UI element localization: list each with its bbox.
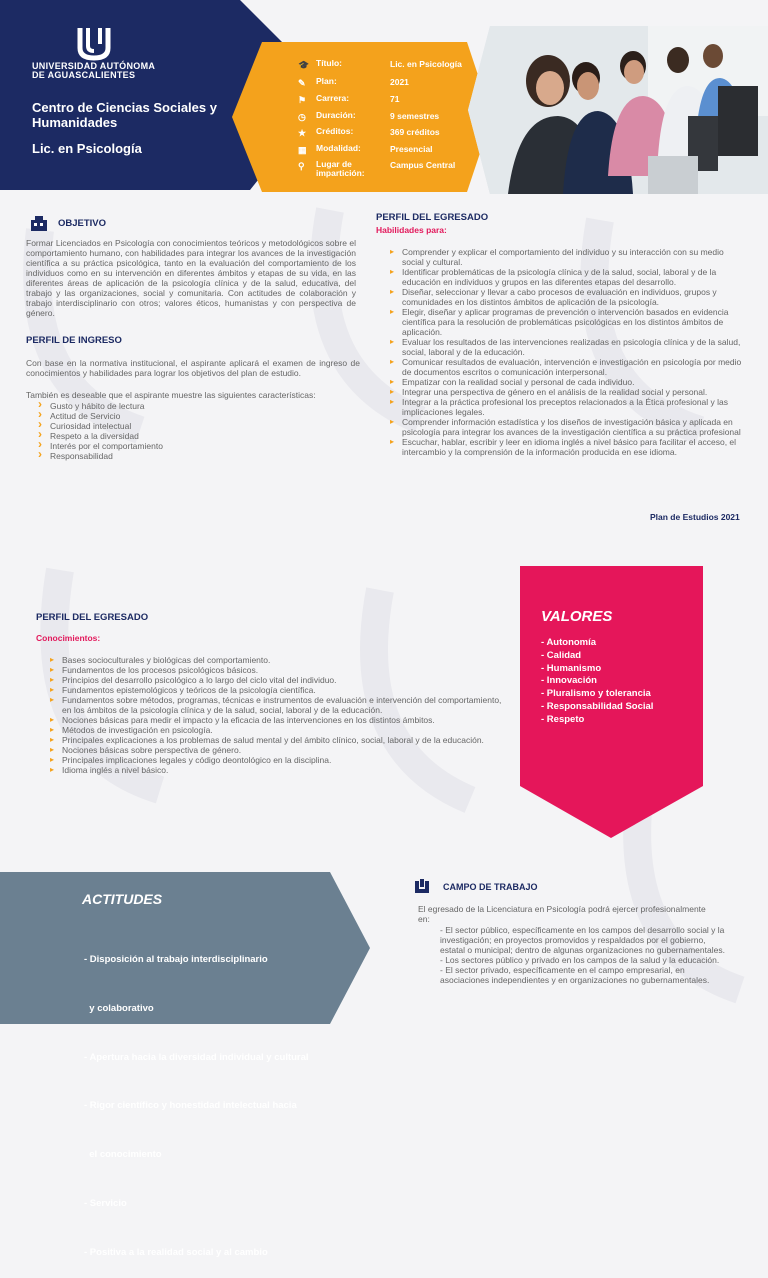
list-item: ▸ Evaluar los resultados de las intervenciones realizadas en psicología clínica y de la salud, social, laboral y de la educación.	[390, 337, 745, 357]
info-label: Modalidad:	[316, 143, 361, 153]
valores-list	[541, 637, 701, 727]
info-row-creditos	[298, 127, 488, 143]
list-item: ▸ Integrar a la práctica profesional los preceptos relacionados a la Ética profesional y las implicaciones legales.	[390, 397, 745, 417]
conocimientos-list	[50, 655, 502, 775]
info-row-lugar	[298, 160, 488, 182]
perfil-egresado-conocimientos-title: PERFIL DEL EGRESADO	[36, 612, 149, 623]
clock-icon: ◷	[298, 112, 306, 122]
list-item: ▸ Principales implicaciones legales y código deontológico en la disciplina.	[50, 755, 502, 765]
list-item: ▸ Nociones básicas para medir el impacto y la eficacia de las intervenciones en los distintos ámbitos.	[50, 715, 502, 725]
list-item: ▸ Comprender y explicar el comportamiento del individuo y su interacción con su medio social y cultural.	[390, 247, 745, 267]
info-row-titulo	[298, 59, 488, 75]
university-logo-icon	[72, 24, 116, 62]
building-icon: ▦	[298, 145, 307, 155]
list-item: ▸ Identificar problemáticas de la psicología clínica y de la salud, social, laboral y de la educación en individuos y grupos en las diferentes etapas del desarrollo.	[390, 267, 745, 287]
list-item: ▸ Empatizar con la realidad social y personal de cada individuo.	[390, 377, 745, 387]
list-item: - El sector privado, específicamente en el campo empresarial, en asociaciones independientes y en organizaciones no gubernamentales.	[440, 965, 710, 985]
actitudes-list	[84, 918, 354, 1278]
list-item: ▸ Principios del desarrollo psicológico a lo largo del ciclo vital del individuo.	[50, 675, 502, 685]
info-label: Título:	[316, 58, 342, 68]
list-item: ▸ Fundamentos de los procesos psicológicos básicos.	[50, 665, 502, 675]
list-item: › Actitud de Servicio	[36, 411, 336, 421]
campo-title: CAMPO DE TRABAJO	[443, 882, 538, 892]
university-name: UNIVERSIDAD AUTÓNOMA DE AGUASCALIENTES	[32, 61, 155, 80]
info-value: 2021	[390, 77, 409, 87]
list-item: y colaborativo	[84, 1002, 154, 1014]
list-item: - Disposición al trabajo interdisciplinario	[84, 954, 268, 965]
list-item: - Autonomía	[541, 637, 597, 648]
list-item: ▸ Principales explicaciones a los problemas de salud mental y del ámbito clínico, social, laboral y de la educación.	[50, 735, 502, 745]
habilidades-list	[390, 247, 745, 457]
graduation-cap-icon: 🎓	[298, 60, 310, 70]
info-value: Lic. en Psicología	[390, 59, 462, 69]
conocimientos-subtitle: Conocimientos:	[36, 633, 101, 643]
students-photo	[468, 26, 768, 194]
info-row-duracion	[298, 111, 488, 127]
habilidades-subtitle: Habilidades para:	[376, 225, 447, 235]
list-item: - Humanismo	[541, 662, 602, 674]
list-item: ▸ Elegir, diseñar y aplicar programas de prevención o intervención basados en evidencia científica para la resolución de problemáticas psicológicas en los distintos ámbitos de aplicación.	[390, 307, 745, 337]
list-item: › Interés por el comportamiento	[36, 441, 336, 451]
pencil-icon: ✎	[298, 78, 306, 88]
students-photo-image	[468, 26, 768, 194]
campo-list	[440, 925, 730, 985]
info-label: Carrera:	[316, 93, 350, 103]
perfil-ingreso-text: Con base en la normativa institucional, el aspirante aplicará el examen de ingreso de conocimientos y habilidades para lograr los objetivos del plan de estudio.	[26, 358, 360, 378]
list-item: › Curiosidad intelectual	[36, 421, 336, 431]
list-item: - Pluralismo y tolerancia	[541, 688, 651, 700]
location-pin-icon: ⚲	[298, 161, 305, 171]
info-value: 71	[390, 94, 400, 104]
info-value: Presencial	[390, 144, 433, 154]
info-value: 369 créditos	[390, 127, 440, 137]
perfil-ingreso-list	[36, 401, 336, 461]
list-item: ▸ Fundamentos sobre métodos, programas, técnicas e instrumentos de evaluación e intervención del comportamiento, en los ámbitos de la psicología clínica y de la salud, social, laboral y de la educación.	[50, 695, 502, 715]
career-title: Lic. en Psicología	[32, 141, 142, 156]
perfil-ingreso-text2: También es deseable que el aspirante muestre las siguientes características:	[26, 390, 316, 400]
list-item: ▸ Idioma inglés a nivel básico.	[50, 765, 502, 775]
list-item: - Respeto	[541, 713, 585, 725]
info-value: 9 semestres	[390, 111, 440, 121]
objetivo-text: Formar Licenciados en Psicología con conocimientos teóricos y metodológicos sobre el comportamiento humano, con habilidades para integrar los avances de la investigación científica a su práctica psicológica, tanto en la evaluación del comportamiento de los individuos como en su intervención en diferentes ámbitos y etapas de su vida, en las diferentes áreas de aplicación de la psicología clínica y de la salud, educativa, del trabajo y las organizaciones, social y comunitaria. Con actitudes de colaboración y trabajo interdisciplinario con otros; valores éticos, humanistas y con perspectiva de género.	[26, 238, 356, 318]
list-item: - Los sectores público y privado en los campos de la salud y la educación.	[440, 955, 720, 965]
list-item: - Calidad	[541, 649, 582, 661]
info-row-plan	[298, 77, 488, 93]
star-icon: ★	[298, 128, 307, 138]
list-item: - Innovación	[541, 675, 597, 687]
info-label: Lugar de impartición:	[316, 159, 365, 178]
list-item: el conocimiento	[84, 1149, 162, 1161]
list-item: › Gusto y hábito de lectura	[36, 401, 336, 411]
campo-intro: El egresado de la Licenciatura en Psicología podrá ejercer profesionalmente en:	[418, 904, 706, 924]
objetivo-icon	[30, 214, 48, 232]
list-item: ▸ Métodos de investigación en psicología.	[50, 725, 502, 735]
objetivo-title: OBJETIVO	[58, 218, 107, 229]
list-item: ▸ Comprender información estadística y los diseños de investigación básica y aplicada en psicología para integrar los avances de la investigación científica a su práctica profesional	[390, 417, 745, 437]
list-item: ▸ Comunicar resultados de evaluación, intervención e investigación en psicología por medio de documentos escritos o comunicación interpersonal.	[390, 357, 745, 377]
list-item: › Responsabilidad	[36, 451, 336, 461]
info-label: Plan:	[316, 76, 337, 86]
person-climbing-icon: ⚑	[298, 95, 307, 105]
list-item: ▸ Escuchar, hablar, escribir y leer en idioma inglés a nivel básico para facilitar el acceso, el intercambio y la comprensión de la información producida en ese idioma.	[390, 437, 745, 457]
list-item: › Respeto a la diversidad	[36, 431, 336, 441]
info-value: Campus Central	[390, 160, 456, 170]
list-item: ▸ Nociones básicas sobre perspectiva de género.	[50, 745, 502, 755]
info-label: Duración:	[316, 110, 356, 120]
list-item: - El sector público, específicamente en los campos del desarrollo social y la investigación; en proyectos promovidos y respaldados por el gobierno, estatal o municipal; dentro de algunas organizaciones no gubernamentales.	[440, 925, 725, 955]
plan-footer: Plan de Estudios 2021	[650, 512, 740, 522]
list-item: - Apertura hacia la diversidad individual y cultural	[84, 1051, 309, 1063]
info-row-carrera	[298, 94, 488, 110]
valores-title: VALORES	[541, 608, 613, 625]
list-item: - Rigor científico y honestidad intelectual hacia	[84, 1100, 297, 1112]
info-label: Créditos:	[316, 126, 354, 136]
perfil-egresado-title: PERFIL DEL EGRESADO	[376, 212, 489, 223]
list-item: ▸ Bases socioculturales y biológicas del comportamiento.	[50, 655, 502, 665]
actitudes-title: ACTITUDES	[82, 891, 163, 907]
info-row-modalidad	[298, 144, 488, 160]
center-title: Centro de Ciencias Sociales y Humanidades	[32, 100, 217, 130]
list-item: - Responsabilidad Social	[541, 700, 654, 712]
list-item: ▸ Diseñar, seleccionar y llevar a cabo procesos de evaluación en individuos, grupos y comunidades en los distintos ámbitos de aplicación de la psicología.	[390, 287, 745, 307]
list-item: ▸ Fundamentos epistemológicos y teóricos de la psicología científica.	[50, 685, 502, 695]
perfil-ingreso-title: PERFIL DE INGRESO	[26, 335, 122, 346]
list-item: - Positiva a la realidad social y al cambio	[84, 1246, 268, 1258]
campo-trabajo-icon	[413, 877, 431, 895]
list-item: - Servicio	[84, 1197, 127, 1209]
list-item: ▸ Integrar una perspectiva de género en el análisis de la realidad social y personal.	[390, 387, 745, 397]
